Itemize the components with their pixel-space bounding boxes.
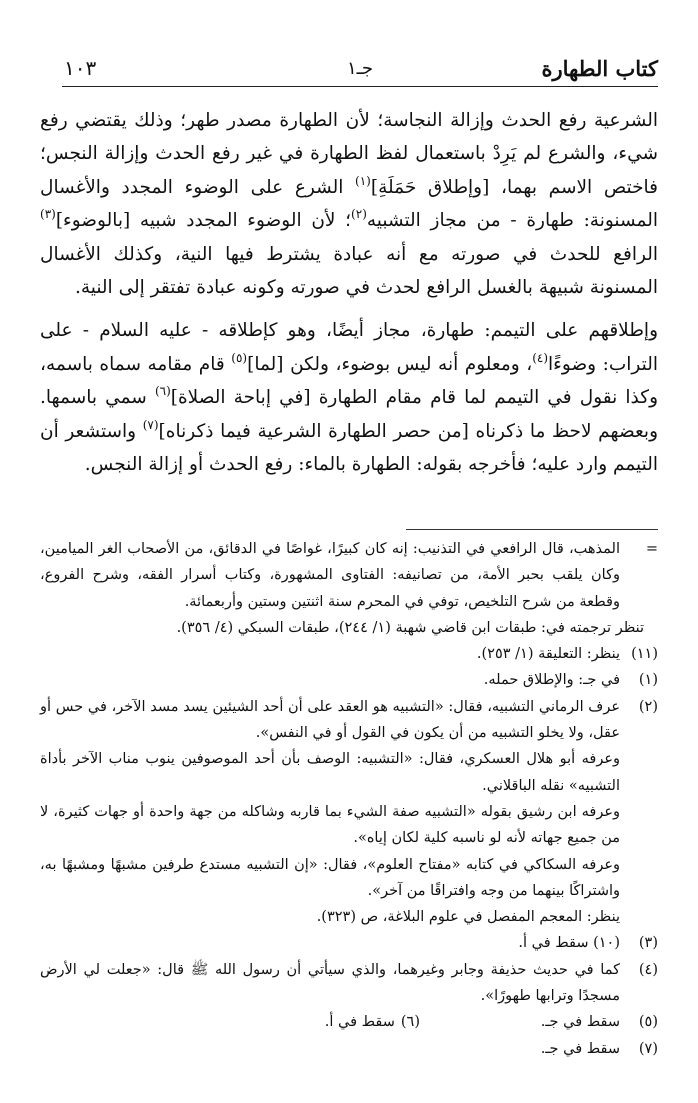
page-number: ١٠٣: [64, 56, 97, 80]
footnote-number: (١١): [631, 646, 658, 663]
footnote-ref-5: (٥): [231, 350, 248, 365]
footnote-7: [40, 1036, 658, 1062]
footnote-text: (١٠) سقط في أ.: [518, 935, 620, 952]
footnote-1: [40, 667, 658, 693]
footnote-reference-line: تنظر ترجمته في: طبقات ابن قاضي شهبة (١/ ٢٤٤)، طبقات السبكي (٤/ ٣٥٦).: [176, 619, 644, 636]
text-run: الشرعية رفع الحدث وإزالة النجاسة؛ لأن الطهارة مصدر طهر؛ وذلك يقتضي رفع شيء، والشرع لم يَرِدْ باستعمال لفظ الطهارة في غير رفع الحدث وإزالة النجس؛ فاختص الاسم بهما، [وإطلاق حَمَلَةِ]: [40, 110, 659, 198]
footnote-number: (٢): [638, 698, 658, 715]
text-run: ؛ لأن الوضوء المجدد شبيه [بالوضوء]: [55, 210, 352, 232]
page-header: [62, 50, 658, 87]
text-run: سمي باسمها. وبعضهم لاحظ ما ذكرناه [من حصر الطهارة الشرعية فيما ذكرناه]: [40, 387, 659, 442]
footnote-2-sub: وعرفه أبو هلال العسكري، فقال: «التشبيه: الوصف بأن أحد الموصوفين ينوب مناب الآخر بأداة التشبيه» نقله الباقلاني.: [40, 751, 620, 794]
continuation-marker: =: [645, 541, 658, 557]
footnote-number: (٧): [638, 1040, 658, 1057]
volume-label: جـ١: [346, 58, 374, 79]
footnote-ref-6: (٦): [154, 384, 171, 399]
footnote-number: (٦): [400, 1014, 420, 1031]
footnote-2-sub: وعرفه السكاكي في كتابه «مفتاح العلوم»، فقال: «إن التشبيه مستدع طرفين مشبهًا ومشبهًا به، واشتراكًا بينهما من وجه وافتراقًا من آخر».: [40, 856, 620, 899]
footnote-divider: [406, 529, 658, 530]
footnote-continuation: [40, 536, 658, 615]
footnote-text: المذهب، قال الرافعي في التذنيب: إنه كان كبيرًا، غواصًا في الدقائق، من الأصحاب الغر الميامين، وكان يلقب بحبر الأمة، من تصانيفه: الفتاوى المشهورة، وكتاب أسرار الفقه، وشرح الفروع، وقطعة من شرح التلخيص، توفي في المحرم سنة اثنتين وستين وأربعمائة.: [40, 541, 620, 610]
footnote-2: [40, 694, 658, 747]
footnote-text: سقط في أ.: [324, 1014, 395, 1031]
footnote-11: [40, 641, 658, 667]
text-run: الشرع على الوضوء المجدد والأغسال المسنونة: طهارة - من مجاز التشبيه: [40, 176, 658, 232]
paragraph-1: [40, 104, 658, 304]
footnote-ref-4: (٤): [532, 350, 549, 365]
footnote-text: سقط في جـ.: [540, 1040, 620, 1057]
footnote-ref-3: (٣): [40, 207, 56, 222]
footnote-number: (١): [638, 672, 658, 689]
footnotes: [40, 536, 658, 1062]
text-run: واستشعر أن التيمم وارد عليه؛ فأخرجه بقوله: الطهارة بالماء: رفع الحدث أو إزالة النجس.: [40, 420, 658, 476]
footnote-text: سقط في جـ.: [540, 1014, 620, 1031]
footnote-number: (٤): [638, 961, 658, 978]
footnote-ref-2: (٢): [351, 207, 367, 222]
footnote-text: ينظر: التعليقة (١/ ٢٥٣).: [476, 646, 620, 663]
footnote-ref-1: (١): [355, 173, 371, 188]
footnote-number: (٥): [638, 1014, 658, 1031]
paragraph-2: [40, 314, 658, 481]
footnote-3: [40, 930, 658, 956]
running-title: كتاب الطهارة: [541, 56, 658, 81]
footnote-text: عرف الرماني التشبيه، فقال: «التشبيه هو العقد على أن أحد الشيئين يسد مسد الآخر، في حس أو عقل، ولا يخلو التشبيه من أن يكون في القول أو في النفس».: [40, 698, 620, 742]
text-run: قام مقامه سماه باسمه، وكذا نقول في التيمم لما قام مقام الطهارة [في إباحة الصلاة]: [40, 353, 659, 409]
footnote-2-sub: وعرفه ابن رشيق بقوله «التشبيه صفة الشيء بما قاربه وشاكله من جهة واحدة أو جهات كثيرة، لا من جميع جهاته لأنه لو ناسبه كلية لكان إياه».: [40, 803, 620, 847]
footnote-4: [40, 957, 658, 1010]
footnote-text: كما في حديث حذيفة وجابر وغيرهما، والذي سيأتي أن رسول الله ﷺ قال: «جعلت لي الأرض مسجدًا وترابها طهورًا».: [40, 961, 620, 1005]
main-text: [40, 104, 658, 481]
footnote-ref-7: (٧): [142, 417, 159, 432]
text-run: الرافع للحدث في صورته مع أنه عبادة يشترط فيها النية، وكذلك الأغسال المسنونة شبيهة بالغسل الرافع لحدث في صورته وكونه عبادة تفتقر إلى النية.: [40, 243, 658, 299]
footnote-text: في جـ: والإطلاق حمله.: [483, 672, 620, 689]
text-run: وإطلاقهم على التيمم: طهارة، مجاز أيضًا، وهو كإطلاقه - عليه السلام - على التراب: وضوءًا: [40, 320, 658, 375]
footnote-number: (٣): [638, 935, 658, 952]
footnote-5-6-row: [40, 1009, 658, 1035]
text-run: ، ومعلوم أنه ليس بوضوء، ولكن [لما]: [247, 353, 533, 375]
footnote-2-sub: ينظر: المعجم المفصل في علوم البلاغة، ص (٣٢٣).: [316, 909, 620, 926]
